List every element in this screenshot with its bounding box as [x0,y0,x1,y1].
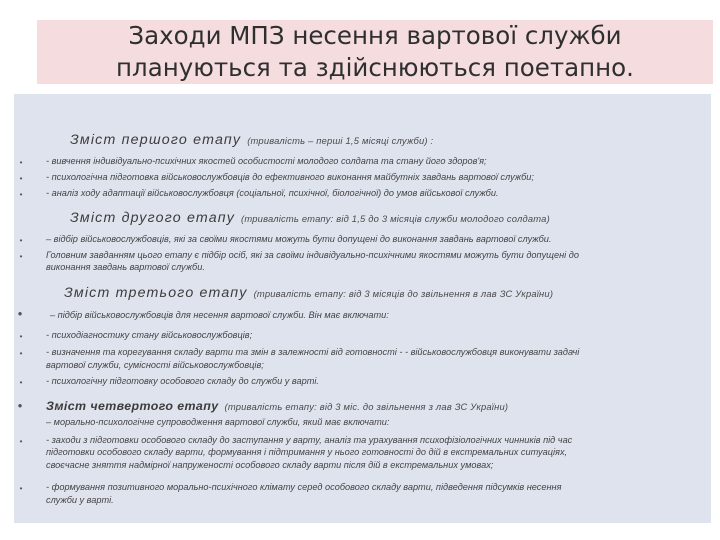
stage2-heading [70,209,550,227]
bullet-dot: • [19,158,23,167]
stage2-item-1: – відбір військовослужбовців, які за своїми якостями можуть бути допущені до виконання завдань вартової служби. [46,234,552,244]
content-panel [14,94,711,523]
slide-title-line-1: Заходи МПЗ несення вартової служби [128,21,622,50]
bullet-dot: • [19,437,23,446]
stage4-item-3: - формування позитивного морально-психічного клімату серед особового складу варти, підведення підсумків несення [46,482,562,492]
stage4-item-2-cont-2: своєчасне зняття надмірної напруженості особового складу варти після дій в екстремальних умовах; [46,460,494,470]
bullet-dot: • [19,236,23,245]
stage2-title: Зміст другого етапу [70,210,236,226]
stage3-intro: – підбір військовослужбовців для несення вартової служби. Він має включати: [50,310,389,320]
bullet-dot: • [19,378,23,387]
stage1-item-3: - аналіз ходу адаптації військовослужбовця (соціальної, психічної, біологічної) до умов військової служби. [46,188,499,198]
stage2-duration: (тривалість етапу: від 1,5 до 3 місяців служби молодого солдата) [241,213,550,224]
stage3-item-2-cont: вартової служби, сумісності військовослужбовців; [46,360,264,370]
bullet-dot: • [19,484,23,493]
bullet-dot: • [19,349,23,358]
bullet-dot: • [17,306,23,321]
stage1-heading [70,131,433,149]
bullet-dot: • [19,252,23,261]
stage2-item-2-cont: виконання завдань вартової служби. [46,262,205,272]
stage1-title: Зміст першого етапу [70,132,242,148]
stage3-duration: (тривалість етапу: від 3 місяців до звільнення в лав ЗС України) [253,288,554,299]
stage1-item-1: - вивчення індивідуально-психічних якостей особистості молодого солдата та стану його здоров'я; [46,156,487,166]
bullet-dot: • [19,332,23,341]
stage3-title: Зміст третього етапу [64,285,248,301]
stage4-item-1: – морально-психологічне супроводження вартової служби, який має включати: [46,417,390,427]
bullet-dot: • [19,174,23,183]
stage4-title: Зміст четвертого етапу [46,399,219,413]
bullet-dot: • [19,190,23,199]
stage3-item-1: - психодіагностику стану військовослужбовців; [46,330,253,340]
stage4-item-2-cont-1: підготовки особового складу варти, формування і підтримання у нього готовності до дій в екстремальних ситуаціях, [46,447,568,457]
bullet-dot: • [17,398,23,413]
stage4-heading [46,397,508,415]
stage4-item-3-cont: служби у варті. [46,495,114,505]
stage4-duration: (тривалість етапу: від 3 міс. до звільнення з лав ЗС України) [224,401,509,412]
stage3-item-3: - психологічну підготовку особового складу до служби у варті. [46,376,319,386]
stage4-item-2: - заходи з підготовки особового складу до заступання у варту, аналіз та урахування психофізіологічних чинників під час [46,435,573,445]
stage3-item-2: - визначення та корегування складу варти та змін в залежності від готовності - - військовослужбовця виконувати задачі [46,347,580,357]
stage1-item-2: - психологічна підготовка військовослужбовців до ефективного виконання майбутніх завдань вартової служби; [46,172,534,182]
stage1-duration: (тривалість – перші 1,5 місяці служби) : [247,135,434,146]
slide-title-line-2: плануються та здійснюються поетапно. [116,53,634,82]
stage3-heading [64,284,553,302]
stage2-item-2: Головним завданням цього етапу є підбір осіб, які за своїми індивідуально-психічними якостями можуть бути допущені до [46,250,579,260]
